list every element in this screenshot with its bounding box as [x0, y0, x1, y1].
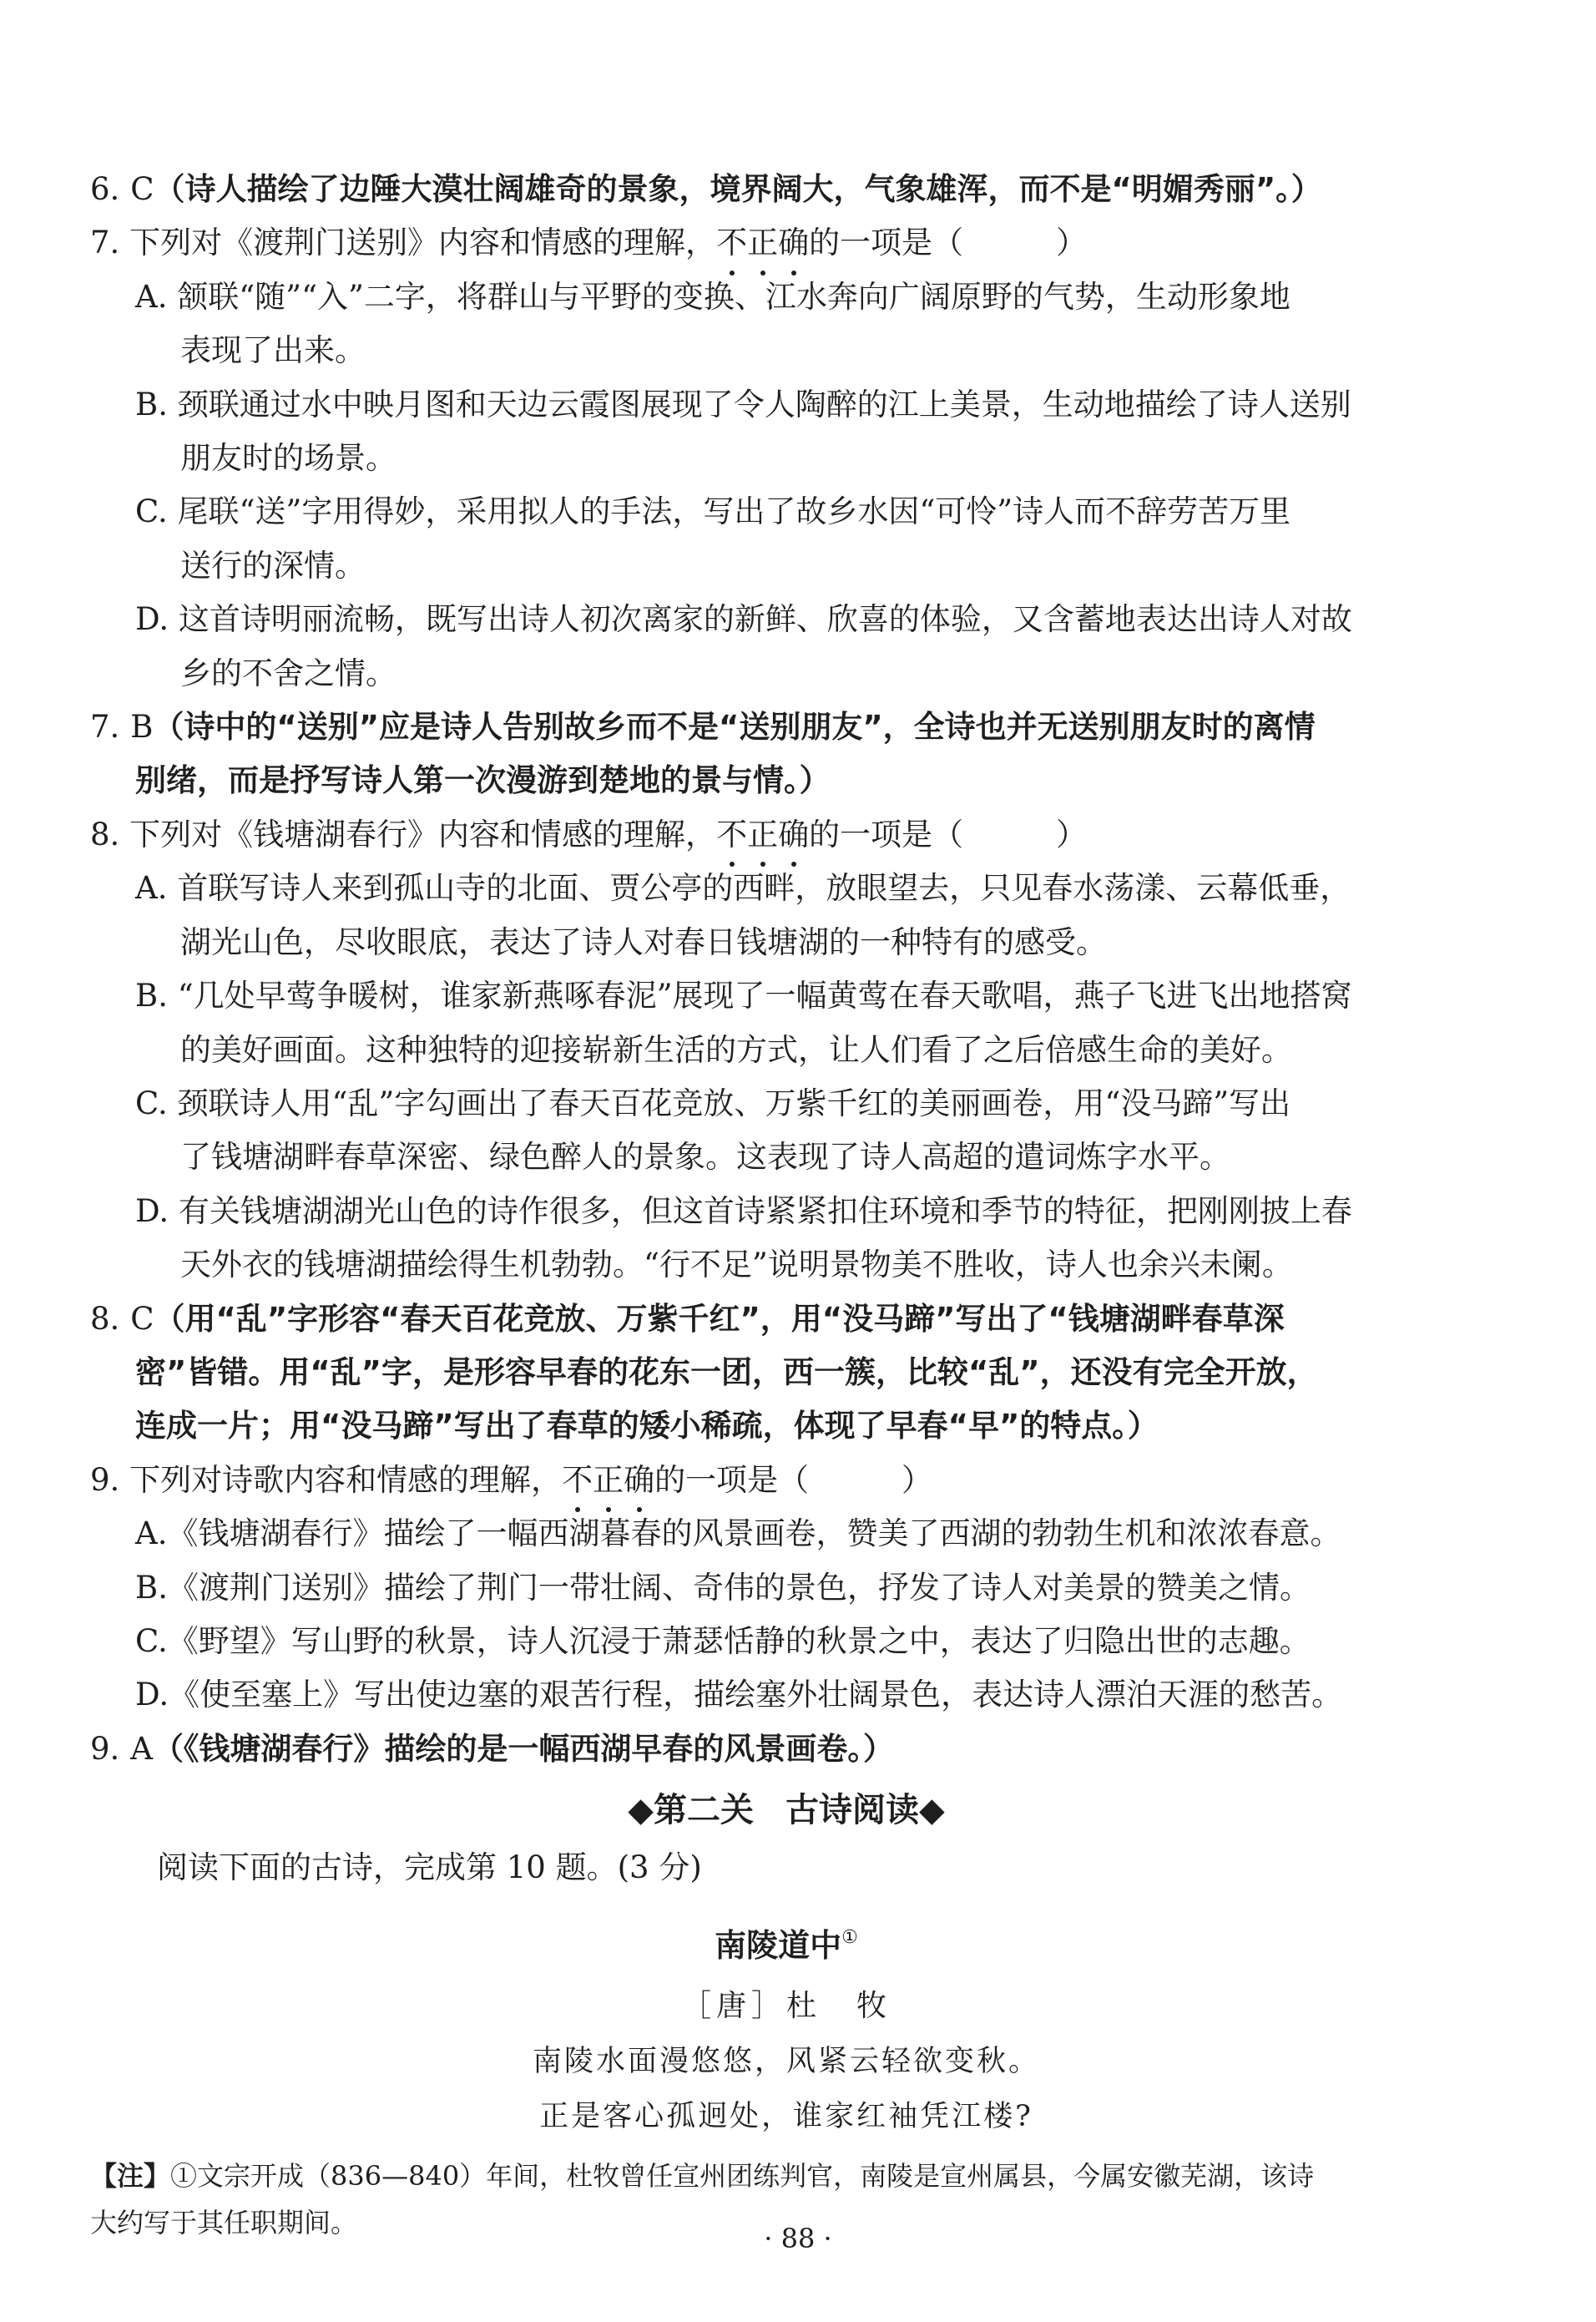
diamond-icon: ◆ — [919, 1791, 945, 1830]
emphasis-char: 不 — [562, 1454, 593, 1507]
question-stem-part: 9. 下列对诗歌内容和情感的理解， — [90, 1461, 563, 1498]
question-8-option-d-cont: 天外衣的钱塘湖描绘得生机勃勃。“行不足”说明景物美不胜收，诗人也余兴未阑。 — [180, 1247, 1293, 1283]
question-9-option-d: D.《使至塞上》写出使边塞的艰苦行程，描绘塞外壮阔景色，表达诗人漂泊天涯的愁苦。 — [135, 1677, 1343, 1713]
answer-number: 7. — [90, 709, 120, 746]
answer-explanation: （诗中的“送别”应是诗人告别故乡而不是“送别朋友”，全诗也并无送别朋友时的离情 — [153, 709, 1316, 746]
question-8-option-d: D. 有关钱塘湖湖光山色的诗作很多，但这首诗紧紧扣住环境和季节的特征，把刚刚披上春 — [135, 1192, 1352, 1229]
answer-8 — [90, 1293, 1482, 1346]
question-stem-part: 的一项是（ ） — [654, 1461, 933, 1498]
emphasis-char: 不 — [716, 216, 747, 270]
emphasis-char: 确 — [778, 808, 809, 862]
diamond-icon: ◆ — [628, 1791, 654, 1830]
question-stem-part: 的一项是（ ） — [809, 225, 1088, 261]
answer-letter: A — [130, 1730, 153, 1767]
answer-letter: B — [130, 709, 154, 746]
answer-number: 9. — [90, 1730, 120, 1767]
question-7-option-d: D. 这首诗明丽流畅，既写出诗人初次离家的新鲜、欣喜的体验，又含蓄地表达出诗人对故 — [135, 601, 1352, 638]
answer-7-cont: 别绪，而是抒写诗人第一次漫游到楚地的景与情。） — [135, 762, 831, 799]
answer-number: 6. — [90, 171, 120, 207]
question-stem-part: 8. 下列对《钱塘湖春行》内容和情感的理解， — [90, 816, 717, 852]
emphasis-char: 不 — [716, 808, 747, 862]
page-number: · 88 · — [764, 2223, 832, 2254]
question-7-option-b-cont: 朋友时的场景。 — [180, 440, 396, 477]
answer-7 — [90, 701, 1482, 754]
footnote-ref: ① — [841, 1927, 858, 1949]
question-9-option-c: C.《野望》写山野的秋景，诗人沉浸于萧瑟恬静的秋景之中，表达了归隐出世的志趣。 — [135, 1622, 1311, 1659]
question-8-option-c: C. 颈联诗人用“乱”字勾画出了春天百花竞放、万紫千红的美丽画卷，用“没马蹄”写出 — [135, 1085, 1291, 1121]
answer-letter: C — [130, 1300, 154, 1337]
poem-line: 南陵水面漫悠悠，风紧云轻欲变秋。 — [532, 2045, 1040, 2079]
poem-title-text: 南陵道中 — [715, 1927, 842, 1965]
answer-explanation: （用“乱”字形容“春天百花竞放、万紫千红”，用“没马蹄”写出了“钱塘湖畔春草深 — [154, 1300, 1285, 1337]
answer-explanation: （诗人描绘了边陲大漠壮阔雄奇的景象，境界阔大，气象雄浑，而不是“明媚秀丽”。） — [154, 171, 1322, 207]
question-9-option-b: B.《渡荆门送别》描绘了荆门一带壮阔、奇伟的景色，抒发了诗人对美景的赞美之情。 — [135, 1569, 1311, 1606]
section-instruction: 阅读下面的古诗，完成第 10 题。(3 分) — [157, 1849, 702, 1886]
question-7-option-c-cont: 送行的深情。 — [180, 547, 366, 584]
question-9-stem — [90, 1454, 1482, 1507]
poem-author: ［唐］杜 牧 — [680, 1989, 891, 2024]
question-8-option-c-cont: 了钱塘湖畔春草深密、绿色醉人的景象。这表现了诗人高超的遣词炼字水平。 — [180, 1139, 1230, 1176]
emphasis-char: 正 — [593, 1454, 624, 1507]
question-8-option-b: B. “几处早莺争暖树，谁家新燕啄春泥”展现了一幅黄莺在春天歌唱，燕子飞进飞出地搭窝 — [135, 978, 1352, 1014]
poem-line: 正是客心孤迥处，谁家红袖凭江楼? — [539, 2100, 1033, 2134]
poem-title — [90, 1905, 1482, 1979]
question-8-stem — [90, 808, 1482, 862]
question-8-option-b-cont: 的美好画面。这种独特的迎接崭新生活的方式，让人们看了之后倍感生命的美好。 — [180, 1031, 1292, 1068]
note-text: ①文宗开成（836—840）年间，杜牧曾任宣州团练判官，南陵是宣州属县，今属安徽芜湖，该诗 — [170, 2160, 1315, 2193]
emphasis-char: 确 — [778, 216, 809, 270]
question-7-option-c: C. 尾联“送”字用得妙，采用拟人的手法，写出了故乡水因“可怜”诗人而不辞劳苦万里 — [135, 493, 1291, 530]
question-stem-part: 7. 下列对《渡荆门送别》内容和情感的理解， — [90, 225, 717, 261]
answer-number: 8. — [90, 1300, 120, 1337]
poem-note — [90, 2153, 1482, 2199]
poem-note-cont: 大约写于其任职期间。 — [90, 2207, 358, 2239]
answer-letter: C — [130, 171, 154, 207]
note-tag: 【注】 — [90, 2160, 171, 2193]
answer-6 — [90, 163, 1482, 216]
question-7-option-d-cont: 乡的不舍之情。 — [180, 655, 396, 691]
section-heading — [90, 1781, 1482, 1839]
answer-explanation: （《钱塘湖春行》描绘的是一幅西湖早春的风景画卷。） — [152, 1730, 894, 1767]
question-9-option-a: A.《钱塘湖春行》描绘了一幅西湖暮春的风景画卷，赞美了西湖的勃勃生机和浓浓春意。 — [135, 1515, 1341, 1552]
question-stem-part: 的一项是（ ） — [809, 816, 1088, 852]
answer-9 — [90, 1723, 1482, 1776]
question-7-option-b: B. 颈联通过水中映月图和天边云霞图展现了令人陶醉的江上美景，生动地描绘了诗人送别 — [135, 386, 1351, 422]
section-title-part: 古诗阅读 — [785, 1791, 919, 1830]
emphasis-char: 正 — [747, 808, 778, 862]
emphasis-char: 正 — [747, 216, 778, 270]
question-8-option-a: A. 首联写诗人来到孤山寺的北面、贾公亭的西畔，放眼望去，只见春水荡漾、云幕低垂， — [135, 870, 1351, 907]
answer-8-cont: 密”皆错。用“乱”字，是形容早春的花东一团，西一簇，比较“乱”，还没有完全开放， — [135, 1353, 1318, 1390]
answer-8-cont: 连成一片；用“没马蹄”写出了春草的矮小稀疏，体现了早春“早”的特点。） — [135, 1408, 1159, 1444]
question-7-option-a-cont: 表现了出来。 — [180, 332, 366, 369]
question-8-option-a-cont: 湖光山色，尽收眼底，表达了诗人对春日钱塘湖的一种特有的感受。 — [180, 923, 1107, 960]
section-title-part: 第二关 — [654, 1791, 754, 1830]
question-7-option-a: A. 颔联“随”“入”二字，将群山与平野的变换、江水奔向广阔原野的气势，生动形象地 — [135, 278, 1290, 315]
question-7-stem — [90, 216, 1482, 270]
emphasis-char: 确 — [624, 1454, 654, 1507]
